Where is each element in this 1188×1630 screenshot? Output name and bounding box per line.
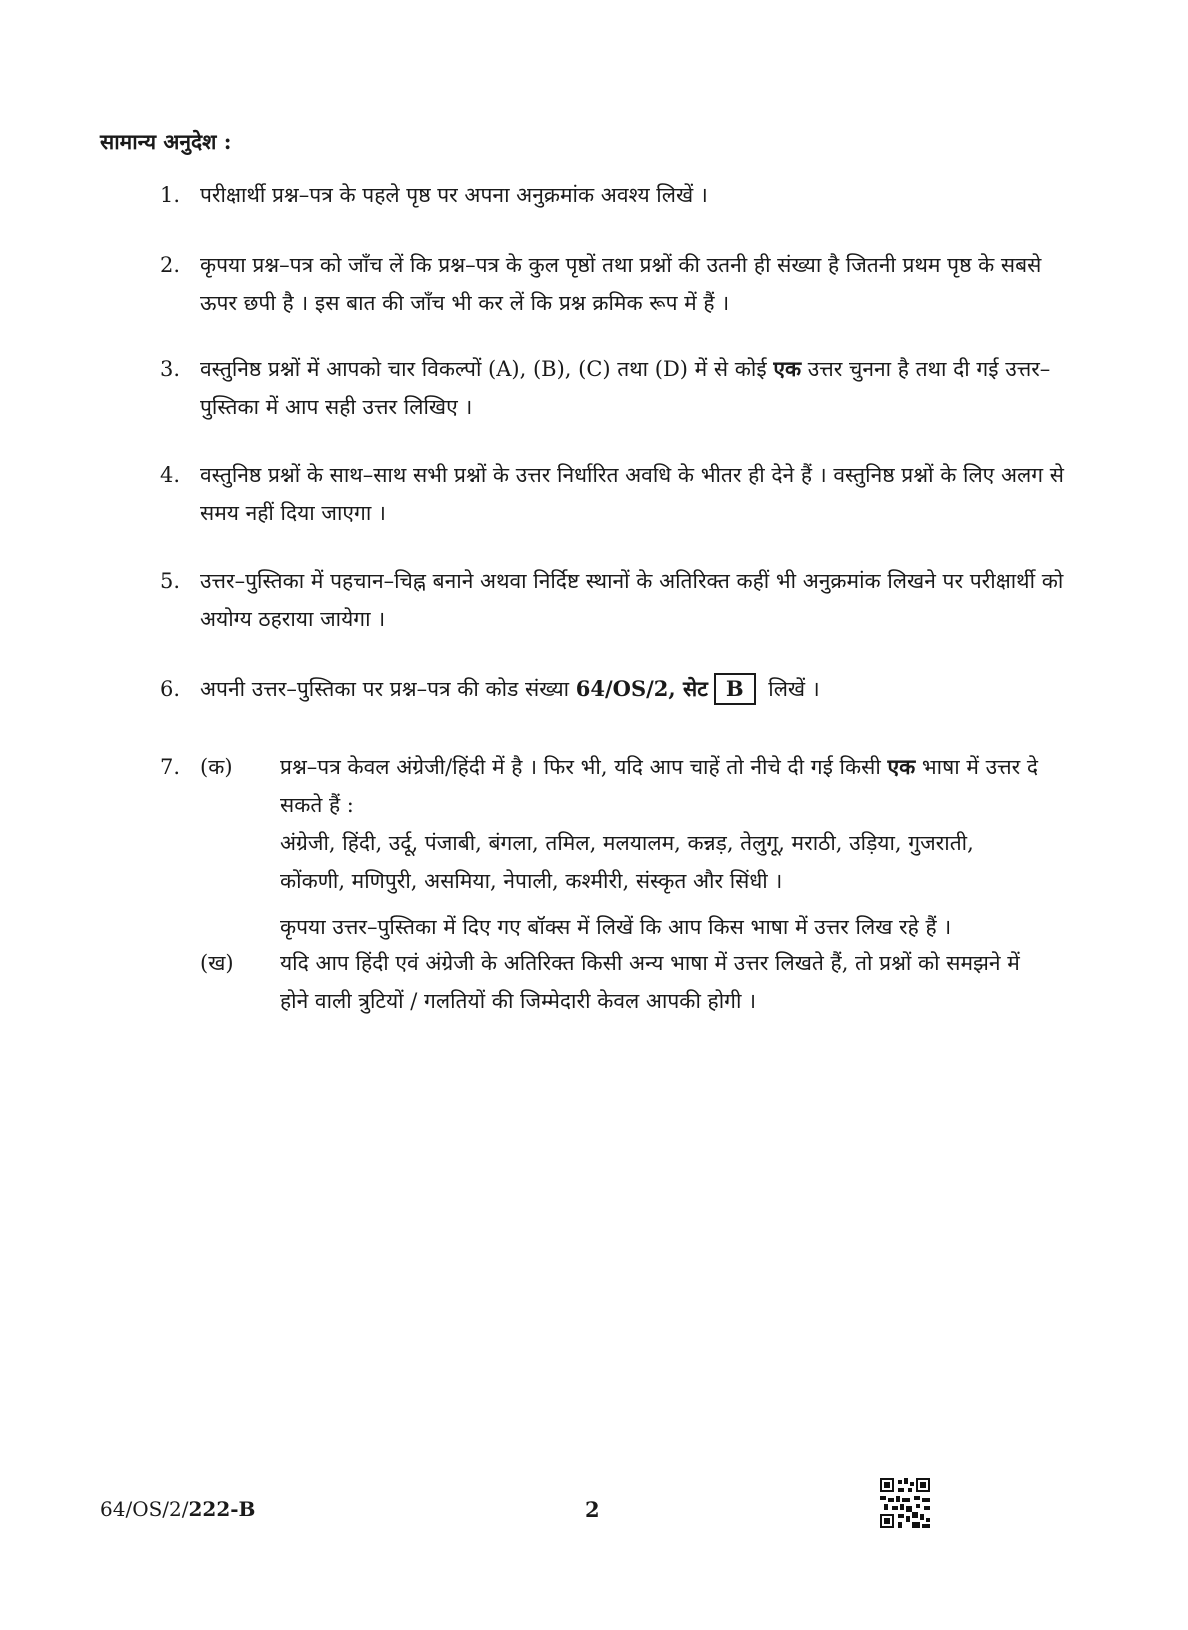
paper-code bbox=[100, 1497, 255, 1521]
instruction-number: 3. bbox=[160, 357, 181, 381]
instruction-7b bbox=[200, 944, 1040, 1020]
instruction-7a bbox=[200, 748, 1040, 946]
page-number: 2 bbox=[585, 1497, 600, 1522]
text-part: उत्तर चुनना है तथा दी गई उत्तर–पुस्तिका में आप सही उत्तर लिखिए । bbox=[200, 357, 1051, 419]
instruction-2 bbox=[160, 246, 1080, 322]
instruction-4 bbox=[160, 456, 1080, 532]
instruction-number: 7. bbox=[160, 755, 181, 779]
set-box: B bbox=[714, 673, 756, 705]
instruction-text: कृपया प्रश्न–पत्र को जाँच लें कि प्रश्न–पत्र के कुल पृष्ठों तथा प्रश्नों की उतनी ही संख्या है जितनी प्रथम पृष्ठ के सबसे ऊपर छपी है । इस बात की जाँच भी कर लें कि प्रश्न क्रमिक रूप में हैं । bbox=[200, 253, 1042, 315]
bold-text: एक bbox=[773, 356, 802, 381]
instructions-heading: सामान्य अनुदेश : bbox=[100, 129, 232, 154]
instruction-text bbox=[200, 670, 1080, 708]
instruction-5 bbox=[160, 562, 1080, 638]
sub-label: (ख) bbox=[200, 951, 234, 975]
code-number: 64/OS/2, सेट bbox=[575, 676, 708, 701]
language-list: अंग्रेजी, हिंदी, उर्दू, पंजाबी, बंगला, तमिल, मलयालम, कन्नड़, तेलुगू, मराठी, उड़िया, गुजराती, कोंकणी, मणिपुरी, असमिया, नेपाली, कश्मीरी, संस्कृत और सिंधी । bbox=[280, 831, 974, 893]
text-part: वस्तुनिष्ठ प्रश्नों में आपको चार विकल्पों (A), (B), (C) तथा (D) में से कोई bbox=[200, 357, 774, 381]
instruction-3 bbox=[160, 350, 1080, 426]
text-part: अपनी उत्तर–पुस्तिका पर प्रश्न–पत्र की कोड संख्या bbox=[200, 677, 576, 701]
instruction-text: उत्तर–पुस्तिका में पहचान–चिह्न बनाने अथवा निर्दिष्ट स्थानों के अतिरिक्त कहीं भी अनुक्रमांक लिखने पर परीक्षार्थी को अयोग्य ठहराया जायेगा । bbox=[200, 569, 1064, 631]
code-suffix: 222-B bbox=[188, 1497, 256, 1521]
instruction-number: 5. bbox=[160, 569, 181, 593]
sub-text bbox=[280, 748, 1040, 824]
instruction-number: 1. bbox=[160, 183, 181, 207]
instruction-number: 4. bbox=[160, 463, 181, 487]
instruction-number: 6. bbox=[160, 677, 181, 701]
sub-text: यदि आप हिंदी एवं अंग्रेजी के अतिरिक्त किसी अन्य भाषा में उत्तर लिखते हैं, तो प्रश्नों को समझने में होने वाली त्रुटियों / गलतियों की जिम्मेदारी केवल आपकी होगी । bbox=[280, 951, 1020, 1013]
instruction-6 bbox=[160, 670, 1080, 708]
sub-label: (क) bbox=[200, 755, 233, 779]
bold-text: एक bbox=[887, 754, 916, 779]
instruction-text bbox=[200, 350, 1080, 426]
instruction-text: वस्तुनिष्ठ प्रश्नों के साथ–साथ सभी प्रश्नों के उत्तर निर्धारित अवधि के भीतर ही देने हैं । वस्तुनिष्ठ प्रश्नों के लिए अलग से समय नहीं दिया जाएगा । bbox=[200, 463, 1064, 525]
text-part: भाषा में उत्तर दे सकते हैं : bbox=[280, 755, 1038, 817]
instruction-text: परीक्षार्थी प्रश्न–पत्र के पहले पृष्ठ पर अपना अनुक्रमांक अवश्य लिखें । bbox=[200, 183, 708, 207]
qr-code-icon bbox=[880, 1478, 930, 1528]
instruction-number: 2. bbox=[160, 253, 181, 277]
text-part: लिखें । bbox=[761, 677, 820, 701]
instruction-1 bbox=[160, 176, 1080, 214]
code-prefix: 64/OS/2/ bbox=[100, 1497, 189, 1521]
text-part: प्रश्न–पत्र केवल अंग्रेजी/हिंदी में है । फिर भी, यदि आप चाहें तो नीचे दी गई किसी bbox=[280, 755, 888, 779]
language-note: कृपया उत्तर–पुस्तिका में दिए गए बॉक्स में लिखें कि आप किस भाषा में उत्तर लिख रहे हैं । bbox=[280, 915, 952, 939]
